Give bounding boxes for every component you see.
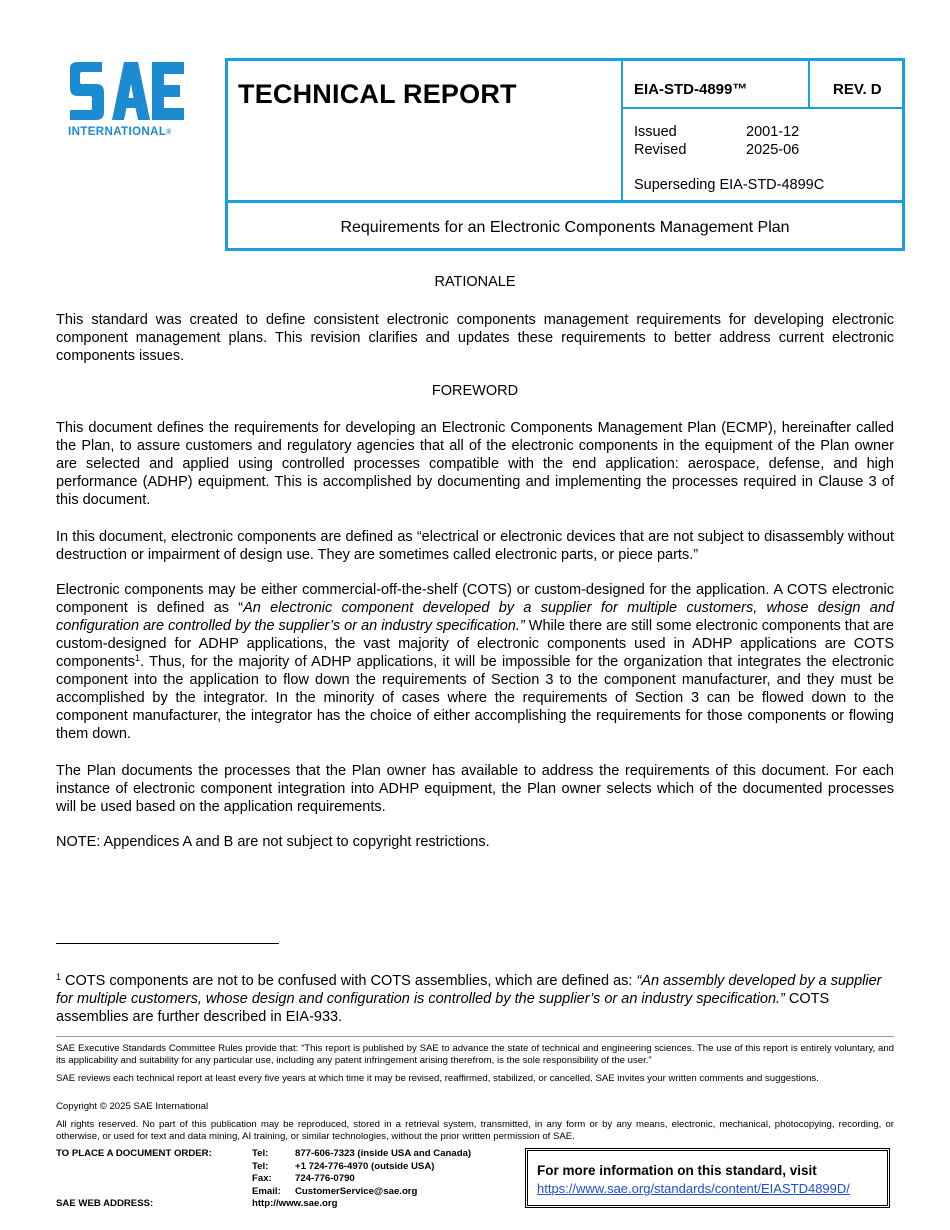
- issued-label: Issued: [634, 124, 677, 140]
- footnote-definition: “An assembly developed by a supplier for multiple customers, whose design and configuration is controlled by the supplier’s or an industry specification.”: [56, 973, 882, 1007]
- footnote-rule: [56, 943, 279, 944]
- tel2-value: +1 724-776-4970 (outside USA): [295, 1161, 435, 1172]
- foreword-p2: [56, 528, 894, 564]
- footnote-ref[interactable]: 1: [135, 653, 141, 663]
- logo-international-text: INTERNATIONAL®: [68, 126, 172, 138]
- email-link[interactable]: CustomerService@sae.org: [295, 1186, 418, 1197]
- revision: REV. D: [833, 81, 882, 98]
- fax-label: Fax:: [252, 1173, 272, 1184]
- superseding: Superseding EIA-STD-4899C: [634, 177, 825, 193]
- rationale-paragraph: This standard was created to define consistent electronic components management requirements for developing electronic component management plans. This revision clarifies and updates these requirements to better address current electronic components issues.: [56, 312, 894, 364]
- header-divider: [808, 61, 810, 109]
- sae-logo-mark: [66, 60, 186, 122]
- order-label: TO PLACE A DOCUMENT ORDER:: [56, 1148, 212, 1159]
- email-label: Email:: [252, 1186, 281, 1197]
- fax-value: 724-776-0790: [295, 1173, 355, 1184]
- more-info-title: For more information on this standard, visit: [537, 1163, 817, 1178]
- web-link[interactable]: http://www.sae.org: [252, 1198, 338, 1209]
- legal-separator: [56, 1036, 894, 1037]
- more-info-link[interactable]: https://www.sae.org/standards/content/EIASTD4899D/: [537, 1181, 850, 1196]
- p3-text-a: Electronic components may be either commercial-off-the-shelf (COTS) or custom-designed for the application. A COTS electronic component is defined as “: [56, 582, 894, 616]
- footnote-mark: 1: [56, 972, 62, 982]
- rationale-heading: RATIONALE: [434, 274, 516, 290]
- foreword-paragraph: The Plan documents the processes that the Plan owner has available to address the requirements of this document. For each instance of electronic component integration into ADHP equipment, the Plan owner selects which of the documented processes will be used based on the application requirements.: [56, 763, 894, 815]
- header-box: [225, 58, 905, 251]
- header-divider: [621, 61, 623, 201]
- foreword-p4: [56, 762, 894, 816]
- tel2-label: Tel:: [252, 1161, 269, 1172]
- tel1-label: Tel:: [252, 1148, 269, 1159]
- document-title: Requirements for an Electronic Components Management Plan: [340, 219, 790, 236]
- sae-logo: [66, 60, 196, 140]
- more-info-box: [525, 1148, 890, 1208]
- legal-review: SAE reviews each technical report at least every five years at which time it may be revised, reaffirmed, stabilized, or cancelled. SAE invites your written comments and suggestions.: [56, 1073, 819, 1084]
- p3-text-b: While there are still some electronic components that are custom-designed for ADHP applications, the vast majority of electronic components used in ADHP applications are COTS components: [56, 618, 894, 670]
- web-label: SAE WEB ADDRESS:: [56, 1198, 154, 1209]
- revised-value: 2025-06: [746, 142, 800, 158]
- revised-label: Revised: [634, 142, 687, 158]
- foreword-paragraph: In this document, electronic components are defined as “electrical or electronic devices that are not subject to disassembly without destruction or impairment of design use. They are sometimes called electronic parts, or piece parts.”: [56, 529, 894, 563]
- foreword-note: [56, 833, 894, 851]
- tel1-value: 877-606-7323 (inside USA and Canada): [295, 1148, 472, 1159]
- rationale-text: [56, 311, 894, 365]
- report-type: TECHNICAL REPORT: [238, 79, 517, 109]
- p3-cots-definition: An electronic component developed by a supplier for multiple customers, whose design and configuration are controlled by the supplier’s or an industry specification.”: [56, 600, 894, 634]
- legal-rules: SAE Executive Standards Committee Rules provide that: “This report is published by SAE to advance the state of technical and engineering sciences. The use of this report is entirely voluntary, and its applicability and suitability for any particular use, including any patent infringement arising therefrom, is the sole responsibility of the user.”: [56, 1043, 894, 1066]
- foreword-paragraph: [56, 581, 894, 743]
- copyright: Copyright © 2025 SAE International: [56, 1101, 209, 1112]
- rights-reserved: All rights reserved. No part of this publication may be reproduced, stored in a retrieval system, transmitted, in any form or by any means, electronic, mechanical, photocopying, recording, or otherwise, or used for text and data mining, AI training, or similar technologies, without the prior written permission of SAE.: [56, 1119, 894, 1142]
- header-divider: [623, 107, 905, 109]
- header-divider: [228, 200, 905, 203]
- doc-number: EIA-STD-4899™: [634, 81, 748, 98]
- note-text: NOTE: Appendices A and B are not subject to copyright restrictions.: [56, 834, 490, 850]
- foreword-p3: [56, 581, 894, 743]
- footnote-text-b: COTS assemblies are further described in EIA-933.: [56, 991, 830, 1025]
- foreword-p1: [56, 419, 894, 509]
- foreword-heading: FOREWORD: [431, 383, 519, 399]
- logo-sub-label: INTERNATIONAL: [68, 126, 167, 138]
- footnote-text-a: COTS components are not to be confused with COTS assemblies, which are defined as:: [61, 973, 637, 989]
- footnote: [56, 972, 894, 1026]
- issued-value: 2001-12: [746, 124, 800, 140]
- foreword-paragraph: This document defines the requirements for developing an Electronic Components Management Plan (ECMP), hereinafter called the Plan, to assure customers and regulatory agencies that all of the electronic components in the equipment of the Plan owner are selected and applied using controlled processes compatible with the end application: aerospace, defense, and high performance (ADHP) equipment. This is accomplished by documenting and implementing the processes required in Clause 3 of this document.: [56, 420, 894, 508]
- p3-text-c: . Thus, for the majority of ADHP applications, it will be impossible for the organization that integrates the electronic component into the application to flow down the requirements of Section 3 to the component manufacturer, and they must be accomplished by the integrator. In the minority of cases where the requirements of Section 3 can be flowed down to the component manufacturer, the integrator has the choice of either accomplishing the requirements for those components or flowing them down.: [56, 654, 894, 742]
